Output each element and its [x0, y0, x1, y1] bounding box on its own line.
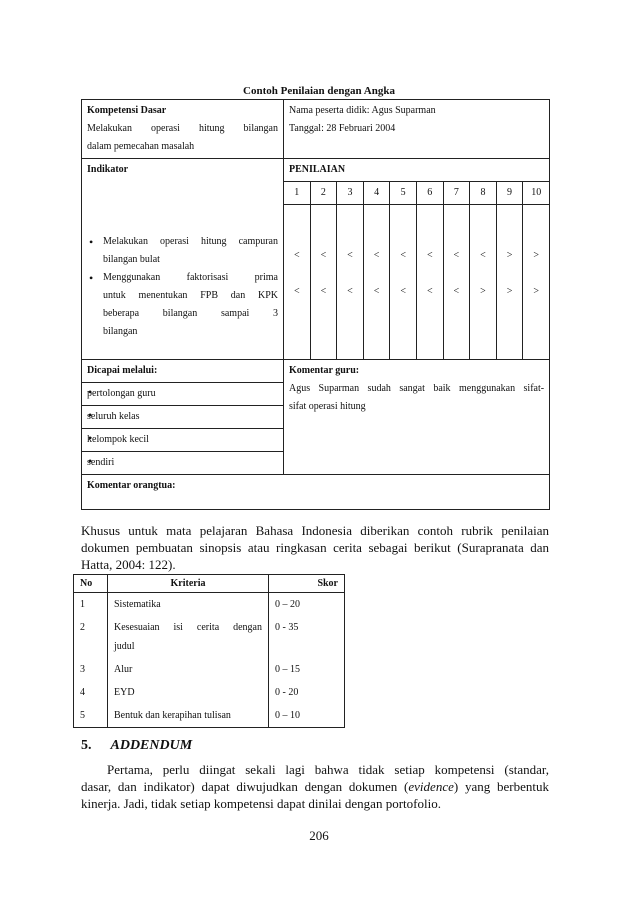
- rubric-row: 2 Kesesuaian isi cerita dengan judul 0 - 35: [74, 616, 345, 658]
- rubric-header-kriteria: Kriteria: [108, 575, 269, 593]
- mark-column: < <: [416, 205, 443, 360]
- scale-number: 6: [416, 182, 443, 205]
- rubric-row: 5 Bentuk dan kerapihan tulisan 0 – 10: [74, 704, 345, 728]
- indicator-item: • Melakukan operasi hitung campuran bilangan bulat: [87, 233, 278, 269]
- scale-number: 3: [337, 182, 364, 205]
- rubric-table: [73, 574, 345, 728]
- section-heading: [81, 738, 192, 754]
- indicator-item: • Menggunakan faktorisasi prima untuk menentukan FPB dan KPK beberapa bilangan sampai 3 bilangan: [87, 269, 278, 341]
- scale-number: 10: [523, 182, 550, 205]
- page-number: 206: [309, 828, 329, 843]
- mark-column: < <: [310, 205, 337, 360]
- assessment-table: [81, 99, 550, 510]
- mark-column: < <: [284, 205, 311, 360]
- mark-column: < <: [443, 205, 470, 360]
- rubric-header-skor: Skor: [269, 575, 345, 593]
- mark-column: < <: [337, 205, 364, 360]
- scale-number: 2: [310, 182, 337, 205]
- komentar-orangtua-label: Komentar orangtua:: [87, 479, 176, 491]
- mark-column: < >: [470, 205, 497, 360]
- kd-cell: [82, 100, 284, 159]
- komentar-guru-cell: [284, 359, 550, 474]
- scale-number: 9: [496, 182, 523, 205]
- rubric-row: 4 EYD 0 - 20: [74, 681, 345, 704]
- scale-number: 4: [363, 182, 390, 205]
- dicapai-item: • sendiri: [82, 451, 284, 474]
- dicapai-item: • pertolongan guru: [82, 382, 284, 405]
- mark-column: < <: [363, 205, 390, 360]
- mark-column: < <: [390, 205, 417, 360]
- scale-number: 8: [470, 182, 497, 205]
- dicapai-header: Dicapai melalui:: [82, 359, 284, 382]
- komentar-guru-line1: Agus Suparman sudah sangat baik menggunakan sifat-: [289, 382, 545, 394]
- indicator-list: [82, 205, 284, 360]
- kd-label: Kompetensi Dasar: [87, 105, 167, 116]
- student-name: Nama peserta didik: Agus Suparman: [289, 105, 436, 116]
- rubric-header-no: No: [74, 575, 108, 593]
- indikator-header: Indikator: [82, 159, 284, 182]
- rubric-row: 3 Alur 0 – 15: [74, 658, 345, 681]
- table-caption: Contoh Penilaian dengan Angka: [243, 85, 395, 97]
- penilaian-header: PENILAIAN: [284, 159, 550, 182]
- dicapai-item: • seluruh kelas: [82, 405, 284, 428]
- scale-number: 5: [390, 182, 417, 205]
- section-number: 5.: [81, 738, 92, 753]
- mark-column: > >: [496, 205, 523, 360]
- section-title: ADDENDUM: [110, 738, 193, 753]
- scale-row: [82, 182, 550, 205]
- dicapai-item: • kelompok kecil: [82, 428, 284, 451]
- komentar-orangtua-cell: [82, 474, 550, 509]
- mark-column: > >: [523, 205, 550, 360]
- komentar-guru-line2: sifat operasi hitung: [289, 400, 366, 412]
- intro-paragraph: Khusus untuk mata pelajaran Bahasa Indonesia diberikan contoh rubrik penilaian dokumen pembuatan sinopsis atau ringkasan cerita sebagai berikut (Surapranata dan Hatta, 2004: 122).: [81, 523, 549, 572]
- student-cell: [284, 100, 550, 159]
- komentar-guru-label: Komentar guru:: [289, 364, 360, 376]
- rubric-row: 1 Sistematika 0 – 20: [74, 593, 345, 617]
- addendum-paragraph: Pertama, perlu diingat sekali lagi bahwa tidak setiap kompetensi (standar, dasar, dan indikator) dapat diwujudkan dengan dokumen (evidence) yang berbentuk kinerja. Jadi, tidak setiap kompetensi dapat dinilai dengan portofolio.: [81, 762, 549, 811]
- scale-number: 1: [284, 182, 311, 205]
- indicator-row: [82, 205, 550, 360]
- kd-text-line1: Melakukan operasi hitung bilangan: [87, 123, 278, 134]
- kd-text-line2: dalam pemecahan masalah: [87, 141, 195, 152]
- assessment-date: Tanggal: 28 Februari 2004: [289, 123, 396, 134]
- scale-number: 7: [443, 182, 470, 205]
